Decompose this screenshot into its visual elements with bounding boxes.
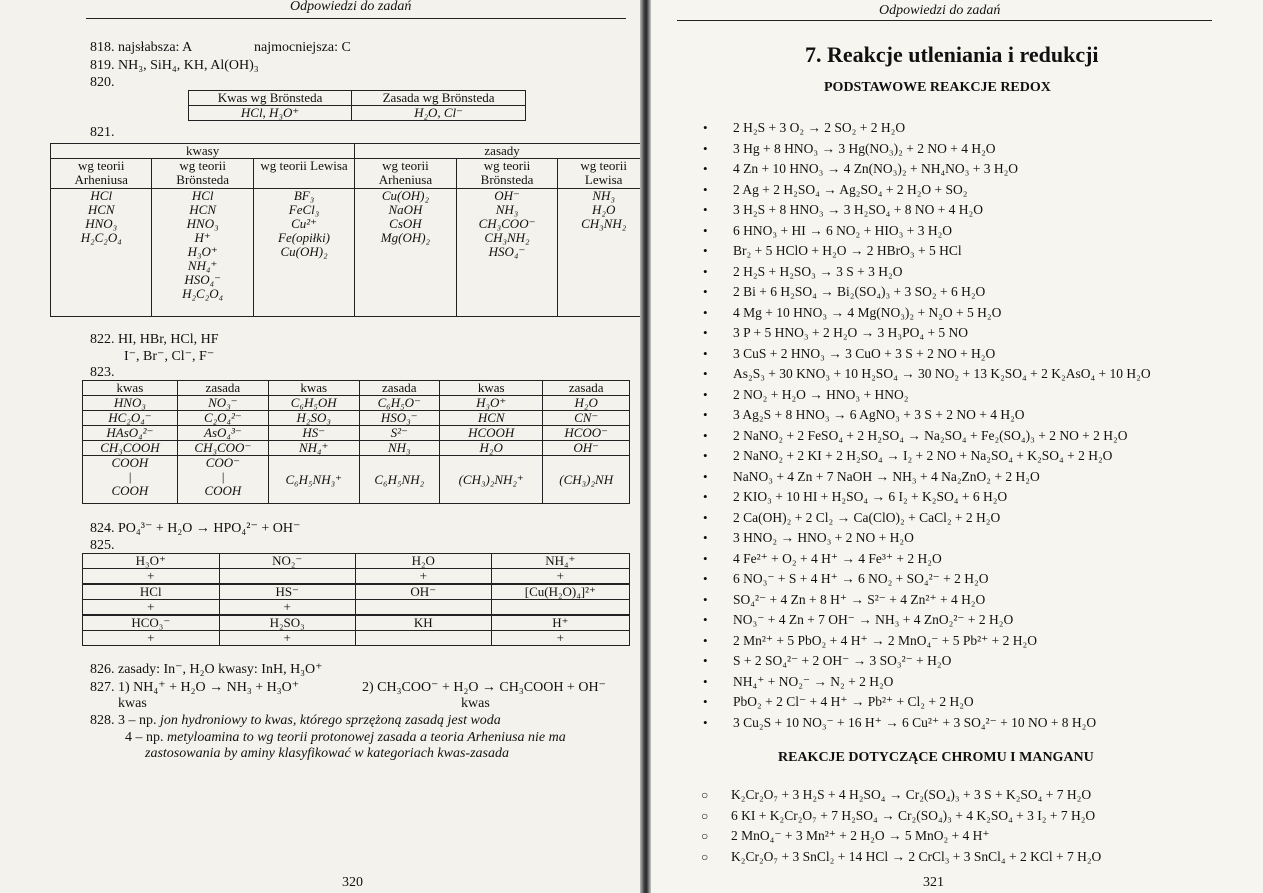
table-cell: HCOO⁻	[543, 426, 630, 441]
section-heading-chromium: REAKCJE DOTYCZĄCE CHROMU I MANGANU	[778, 750, 1094, 765]
table-cell: COO⁻ | COOH	[177, 456, 268, 504]
table-cell: H₂O	[543, 396, 630, 411]
group-header-acids: kwasy	[51, 144, 355, 159]
answer-826: 826. zasady: In⁻, H₂O kwasy: InH, H₃O⁺	[90, 662, 323, 677]
table-cell: H₂SO₃	[268, 411, 359, 426]
column-header: wg teorii Brönsteda	[456, 159, 558, 189]
answer-828-4-prefix: 4 – np.	[125, 730, 164, 745]
table-cell: KH	[355, 615, 491, 631]
reaction-item: • 6 NO₃⁻ + S + 4 H⁺ → 6 NO₂ + SO₄²⁻ + 2 H₂O	[703, 569, 1151, 590]
answer-818-strongest: najmocniejsza: C	[254, 40, 351, 55]
reaction-item: • NaNO₃ + 4 Zn + 7 NaOH → NH₃ + 4 Na₂ZnO₂ + 2 H₂O	[703, 467, 1151, 488]
chromium-reaction-item: ○ 6 KI + K₂Cr₂O₇ + 7 H₂SO₄ → Cr₂(SO₄)₃ + 4 K₂SO₄ + 3 I₂ + 7 H₂O	[701, 806, 1101, 827]
table-cell: C₆H₅OH	[268, 396, 359, 411]
table-cell: H₂SO₃	[219, 615, 355, 631]
running-header: Odpowiedzi do zadań	[290, 0, 412, 14]
right-page	[651, 0, 1263, 893]
reaction-item: • 3 Ag₂S + 8 HNO₃ → 6 AgNO₃ + 3 S + 2 NO + 4 H₂O	[703, 405, 1151, 426]
table-cell: CH₃COO⁻	[177, 441, 268, 456]
table-821	[50, 143, 640, 317]
answer-820: 820.	[90, 75, 115, 90]
page-number: 321	[923, 875, 944, 890]
table-row	[83, 456, 630, 504]
table-cell: NH₄⁺	[491, 554, 629, 569]
table-cell: (CH₃)₂NH₂⁺	[440, 456, 543, 504]
answer-828-4	[125, 730, 566, 746]
group-header-bases: zasady	[355, 144, 640, 159]
answer-828-4-text: metyloamina to wg teorii protonowej zasada a teoria Arheniusa nie ma	[167, 730, 566, 745]
table-cell: HSO₃⁻	[359, 411, 440, 426]
page-number: 320	[342, 875, 363, 890]
section-heading-redox: PODSTAWOWE REAKCJE REDOX	[824, 80, 1051, 95]
reaction-item: • As₂S₃ + 30 KNO₃ + 10 H₂SO₄ → 30 NO₂ + 13 K₂SO₄ + 2 K₂AsO₄ + 10 H₂O	[703, 364, 1151, 385]
table-cell: OH⁻ NH₃ CH₃COO⁻ CH₃NH₂ HSO₄⁻	[456, 189, 558, 317]
table-cell: CH₃COOH	[83, 441, 178, 456]
table-820	[188, 90, 526, 121]
chromium-reaction-item: ○ K₂Cr₂O₇ + 3 H₂S + 4 H₂SO₄ → Cr₂(SO₄)₃ + 3 S + K₂SO₄ + 7 H₂O	[701, 785, 1101, 806]
answer-821: 821.	[90, 125, 115, 140]
reaction-item: • 2 NaNO₂ + 2 KI + 2 H₂SO₄ → I₂ + 2 NO + Na₂SO₄ + K₂SO₄ + 2 H₂O	[703, 446, 1151, 467]
table-cell	[355, 631, 491, 646]
table-row	[83, 569, 630, 585]
table-cell: HCl HCN HNO₃ H⁺ H₃O⁺ NH₄⁺ HSO₄⁻ H₂C₂O₄	[152, 189, 253, 317]
answer-827-label-2: kwas	[461, 696, 490, 711]
book-gutter	[640, 0, 651, 893]
table-823	[82, 380, 630, 504]
answer-827-2: 2) CH₃COO⁻ + H₂O → CH₃COOH + OH⁻	[362, 680, 606, 695]
table-cell: H₃O⁺	[83, 554, 220, 569]
answer-828-4-cont: zastosowania by aminy klasyfikować w kategoriach kwas-zasada	[145, 746, 509, 761]
answer-827-1: 827. 1) NH₄⁺ + H₂O → NH₃ + H₃O⁺	[90, 680, 300, 695]
table-cell: HNO₃	[83, 396, 178, 411]
table-cell: COOH | COOH	[83, 456, 178, 504]
table-header: Kwas wg Brönsteda	[189, 91, 352, 106]
reaction-item: • S + 2 SO₄²⁻ + 2 OH⁻ → 3 SO₃²⁻ + H₂O	[703, 651, 1151, 672]
reaction-item: • 3 P + 5 HNO₃ + 2 H₂O → 3 H₃PO₄ + 5 NO	[703, 323, 1151, 344]
reaction-item: • 4 Fe²⁺ + O₂ + 4 H⁺ → 4 Fe³⁺ + 2 H₂O	[703, 549, 1151, 570]
table-cell: +	[83, 631, 220, 646]
table-row	[83, 554, 630, 569]
reaction-item: • SO₄²⁻ + 4 Zn + 8 H⁺ → S²⁻ + 4 Zn²⁺ + 4 H₂O	[703, 590, 1151, 611]
table-cell	[491, 600, 629, 616]
reaction-item: • NO₃⁻ + 4 Zn + 7 OH⁻ → NH₃ + 4 ZnO₂²⁻ + 2 H₂O	[703, 610, 1151, 631]
table-cell: +	[491, 631, 629, 646]
reaction-list	[703, 118, 1151, 733]
chromium-reaction-item: ○ 2 MnO₄⁻ + 3 Mn²⁺ + 2 H₂O → 5 MnO₂ + 4 H⁺	[701, 826, 1101, 847]
table-cell: +	[83, 600, 220, 616]
table-cell: HCOOH	[440, 426, 543, 441]
answer-828-3	[90, 713, 501, 729]
table-cell: OH⁻	[355, 584, 491, 600]
table-header: Zasada wg Brönsteda	[352, 91, 526, 106]
table-row	[83, 615, 630, 631]
table-cell: +	[83, 569, 220, 585]
table-row	[83, 411, 630, 426]
table-cell: C₆H₅NH₃⁺	[268, 456, 359, 504]
running-header: Odpowiedzi do zadań	[879, 3, 1001, 18]
table-cell: HC₂O₄⁻	[83, 411, 178, 426]
table-header: zasada	[359, 381, 440, 396]
table-cell	[219, 569, 355, 585]
table-cell: (CH₃)₂NH	[543, 456, 630, 504]
reaction-item: • 2 NaNO₂ + 2 FeSO₄ + 2 H₂SO₄ → Na₂SO₄ + Fe₂(SO₄)₃ + 2 NO + 2 H₂O	[703, 426, 1151, 447]
table-cell: C₆H₅O⁻	[359, 396, 440, 411]
table-row	[83, 600, 630, 616]
column-header: wg teorii Lewisa	[558, 159, 640, 189]
table-cell: HS⁻	[268, 426, 359, 441]
reaction-item: • 3 CuS + 2 HNO₃ → 3 CuO + 3 S + 2 NO + H₂O	[703, 344, 1151, 365]
reaction-item: • 2 Mn²⁺ + 5 PbO₂ + 4 H⁺ → 2 MnO₄⁻ + 5 Pb²⁺ + 2 H₂O	[703, 631, 1151, 652]
table-cell: NO₂⁻	[219, 554, 355, 569]
table-row	[83, 631, 630, 646]
table-cell: Cu(OH)₂ NaOH CsOH Mg(OH)₂	[355, 189, 456, 317]
header-rule	[86, 18, 626, 19]
table-cell: H⁺	[491, 615, 629, 631]
table-cell: HS⁻	[219, 584, 355, 600]
column-header: wg teorii Lewisa	[253, 159, 354, 189]
table-cell: NO₃⁻	[177, 396, 268, 411]
table-cell: HCl	[83, 584, 220, 600]
reaction-item: • 3 Cu₂S + 10 NO₃⁻ + 16 H⁺ → 6 Cu²⁺ + 3 SO₄²⁻ + 10 NO + 8 H₂O	[703, 713, 1151, 734]
table-cell: CN⁻	[543, 411, 630, 426]
reaction-item: • 3 H₂S + 8 HNO₃ → 3 H₂SO₄ + 8 NO + 4 H₂O	[703, 200, 1151, 221]
reaction-item: • Br₂ + 5 HClO + H₂O → 2 HBrO₃ + 5 HCl	[703, 241, 1151, 262]
reaction-item: • 4 Mg + 10 HNO₃ → 4 Mg(NO₃)₂ + N₂O + 5 H₂O	[703, 303, 1151, 324]
reaction-item: • PbO₂ + 2 Cl⁻ + 4 H⁺ → Pb²⁺ + Cl₂ + 2 H₂O	[703, 692, 1151, 713]
table-cell: [Cu(H₂O)₄]²⁺	[491, 584, 629, 600]
reaction-item: • 2 NO₂ + H₂O → HNO₃ + HNO₂	[703, 385, 1151, 406]
table-header: zasada	[543, 381, 630, 396]
answer-828-3-text: jon hydroniowy to kwas, którego sprzężoną zasadą jest woda	[160, 713, 501, 728]
reaction-item: • 2 H₂S + H₂SO₃ → 3 S + 3 H₂O	[703, 262, 1151, 283]
reaction-item: • 2 KIO₃ + 10 HI + H₂SO₄ → 6 I₂ + K₂SO₄ + 6 H₂O	[703, 487, 1151, 508]
reaction-item: • 2 Bi + 6 H₂SO₄ → Bi₂(SO₄)₃ + 3 SO₂ + 6 H₂O	[703, 282, 1151, 303]
reaction-item: • NH₄⁺ + NO₂⁻ → N₂ + 2 H₂O	[703, 672, 1151, 693]
answer-827-label-1: kwas	[118, 696, 147, 711]
table-cell: +	[491, 569, 629, 585]
table-header: kwas	[83, 381, 178, 396]
chromium-reaction-item: ○ K₂Cr₂O₇ + 3 SnCl₂ + 14 HCl → 2 CrCl₃ + 3 SnCl₄ + 2 KCl + 7 H₂O	[701, 847, 1101, 868]
table-row	[83, 396, 630, 411]
table-header: kwas	[268, 381, 359, 396]
chromium-reaction-list	[701, 785, 1101, 867]
table-cell: NH₃	[359, 441, 440, 456]
table-cell	[355, 600, 491, 616]
reaction-item: • 3 HNO₂ → HNO₃ + 2 NO + H₂O	[703, 528, 1151, 549]
header-rule	[677, 20, 1212, 21]
table-cell: H₂O	[440, 441, 543, 456]
column-header: wg teorii Brönsteda	[152, 159, 253, 189]
table-cell: HCN	[440, 411, 543, 426]
reaction-item: • 3 Hg + 8 HNO₃ → 3 Hg(NO₃)₂ + 2 NO + 4 H₂O	[703, 139, 1151, 160]
answer-823: 823.	[90, 365, 115, 380]
table-cell: S²⁻	[359, 426, 440, 441]
table-cell: NH₃ H₂O CH₃NH₂	[558, 189, 640, 317]
table-cell: +	[355, 569, 491, 585]
answer-828-3-prefix: 828. 3 – np.	[90, 713, 157, 728]
chapter-title: 7. Reakcje utleniania i redukcji	[805, 42, 1099, 67]
reaction-item: • 4 Zn + 10 HNO₃ → 4 Zn(NO₃)₂ + NH₄NO₃ + 3 H₂O	[703, 159, 1151, 180]
table-header: zasada	[177, 381, 268, 396]
table-row	[83, 584, 630, 600]
table-row	[83, 441, 630, 456]
reaction-item: • 2 H₂S + 3 O₂ → 2 SO₂ + 2 H₂O	[703, 118, 1151, 139]
table-cell: BF₃ FeCl₃ Cu²⁺ Fe(opiłki) Cu(OH)₂	[253, 189, 354, 317]
table-cell: NH₄⁺	[268, 441, 359, 456]
reaction-item: • 6 HNO₃ + HI → 6 NO₂ + HIO₃ + 3 H₂O	[703, 221, 1151, 242]
table-cell: +	[219, 631, 355, 646]
table-header: kwas	[440, 381, 543, 396]
reaction-item: • 2 Ag + 2 H₂SO₄ → Ag₂SO₄ + 2 H₂O + SO₂	[703, 180, 1151, 201]
answer-822-ions: I⁻, Br⁻, Cl⁻, F⁻	[124, 349, 215, 364]
answer-818: 818. najsłabsza: A	[90, 40, 193, 55]
table-row	[83, 426, 630, 441]
answer-824: 824. PO₄³⁻ + H₂O → HPO₄²⁻ + OH⁻	[90, 521, 301, 536]
table-cell: H₃O⁺	[440, 396, 543, 411]
table-cell: AsO₄³⁻	[177, 426, 268, 441]
reaction-item: • 2 Ca(OH)₂ + 2 Cl₂ → Ca(ClO)₂ + CaCl₂ + 2 H₂O	[703, 508, 1151, 529]
table-cell: +	[219, 600, 355, 616]
table-cell: H₂O	[355, 554, 491, 569]
table-cell: H₂O, Cl⁻	[352, 106, 526, 121]
column-header: wg teorii Arheniusa	[51, 159, 152, 189]
table-cell: HAsO₄²⁻	[83, 426, 178, 441]
answer-819: 819. NH₃, SiH₄, KH, Al(OH)₃	[90, 58, 259, 73]
table-cell: C₂O₄²⁻	[177, 411, 268, 426]
table-cell: C₆H₅NH₂	[359, 456, 440, 504]
table-cell: HCO₃⁻	[83, 615, 220, 631]
table-cell: HCl HCN HNO₃ H₂C₂O₄	[51, 189, 152, 317]
table-cell: OH⁻	[543, 441, 630, 456]
table-825	[82, 553, 630, 646]
table-cell: HCl, H₃O⁺	[189, 106, 352, 121]
column-header: wg teorii Arheniusa	[355, 159, 456, 189]
answer-825: 825.	[90, 538, 115, 553]
answer-822: 822. HI, HBr, HCl, HF	[90, 332, 219, 347]
